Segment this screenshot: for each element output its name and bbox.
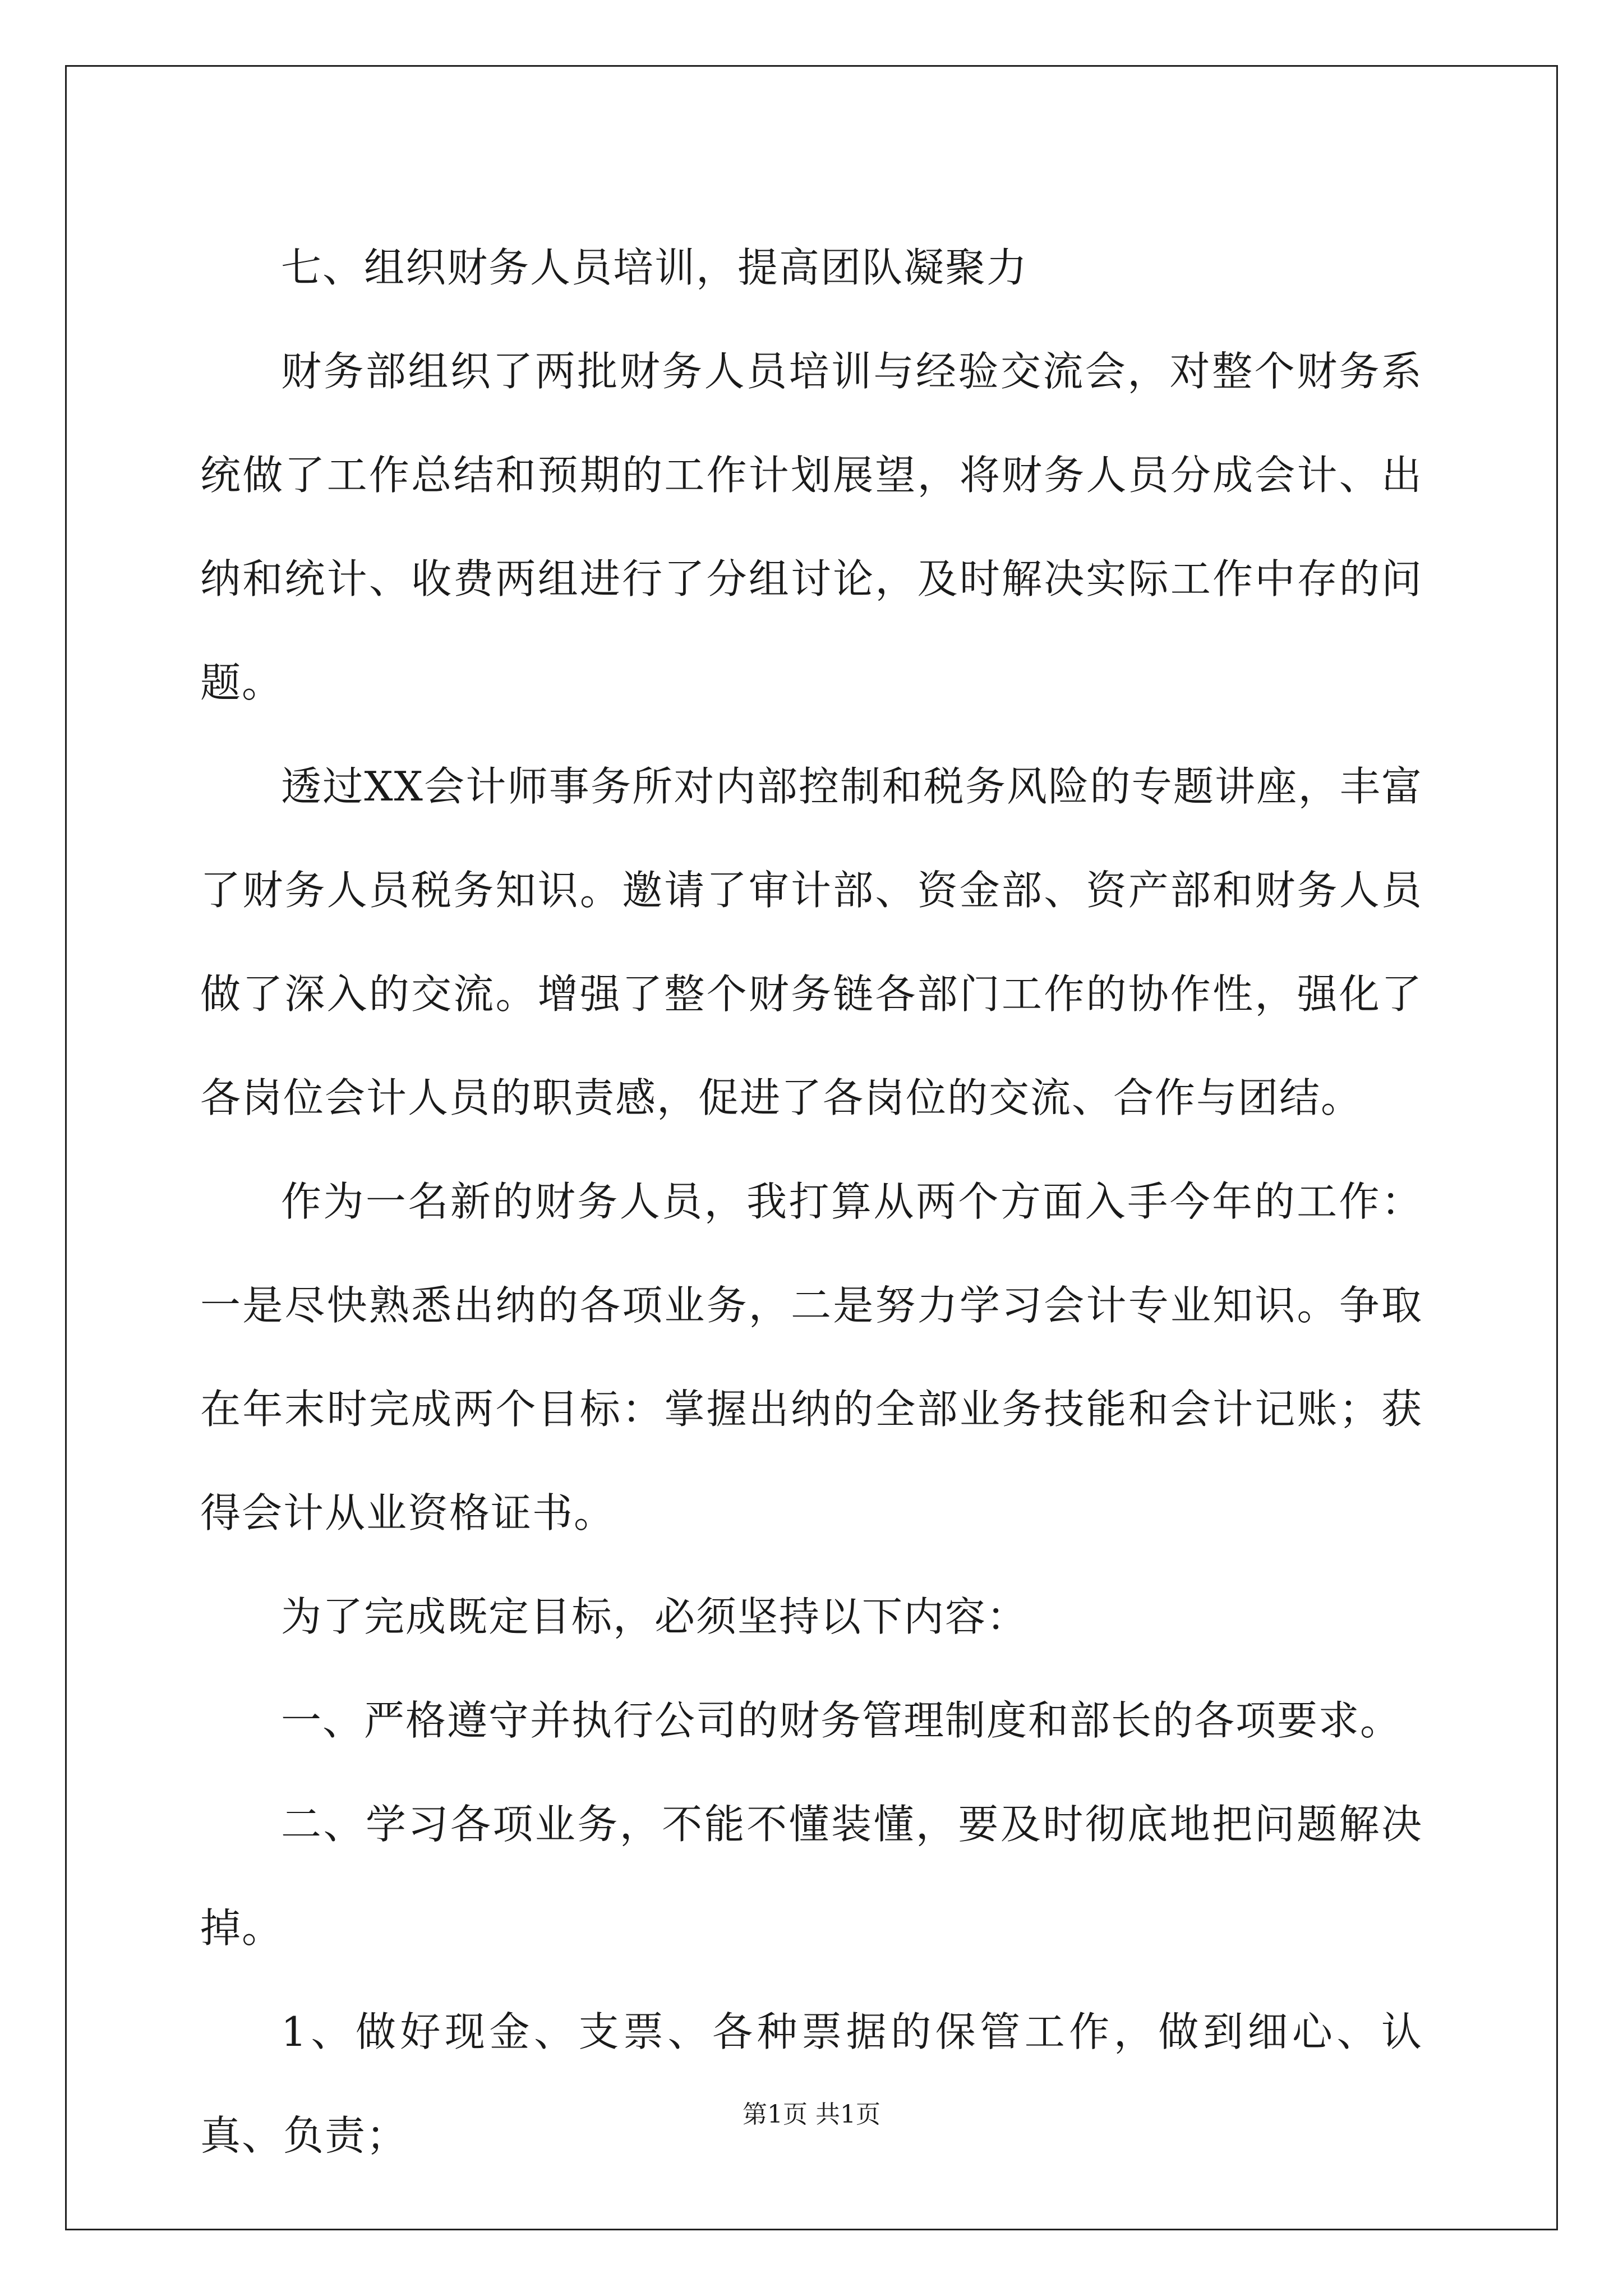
list-item: 一、严格遵守并执行公司的财务管理制度和部长的各项要求。 <box>281 1697 1402 1744</box>
list-item: 1、做好现金、支票、各种票据的保管工作，做到细心、认真、负责； <box>200 2008 1423 2159</box>
section-heading: 七、组织财务人员培训，提高团队凝聚力 <box>281 244 1029 291</box>
paragraph: 为了完成既定目标，必须坚持以下内容： <box>281 1593 1029 1640</box>
paragraph: 透过XX会计师事务所对内部控制和税务风险的专题讲座，丰富了财务人员税务知识。邀请了审计部、资金部、资产部和财务人员做了深入的交流。增强了整个财务链各部门工作的协作性，强化了各岗位会计人员的职责感，促进了各岗位的交流、合作与团结。 <box>200 763 1423 1121</box>
paragraph: 作为一名新的财务人员，我打算从两个方面入手今年的工作：一是尽快熟悉出纳的各项业务，二是努力学习会计专业知识。争取在年末时完成两个目标：掌握出纳的全部业务技能和会计记账；获得会计从业资格证书。 <box>200 1178 1423 1536</box>
paragraph: 财务部组织了两批财务人员培训与经验交流会，对整个财务系统做了工作总结和预期的工作计划展望，将财务人员分成会计、出纳和统计、收费两组进行了分组讨论，及时解决实际工作中存的问题。 <box>200 348 1423 706</box>
list-item: 二、学习各项业务，不能不懂装懂，要及时彻底地把问题解决掉。 <box>200 1801 1423 1952</box>
page-number-footer: 第1页 共1页 <box>743 2100 880 2129</box>
document-body <box>200 216 1423 2188</box>
